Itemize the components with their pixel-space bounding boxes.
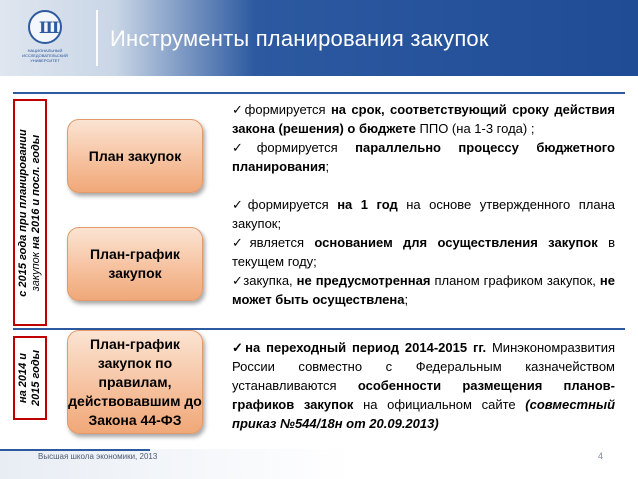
- footer-line: [0, 449, 150, 451]
- plan-description: [232, 100, 615, 176]
- period-label-2014: [13, 336, 47, 420]
- period-label-line1: с 2015 года при планировании: [17, 128, 29, 297]
- schedule-bullet-2: ✓является основанием для осуществления закупок в текущем году;: [232, 235, 615, 269]
- transition-description: [232, 338, 615, 433]
- period-label-line2-bold: на 2016 и посл. годы: [30, 134, 42, 249]
- transition-bullet: ✓на переходный период 2014-2015 гг. Минэкономразвития России совместно с Федеральным казначейством устанавливаются особенности размещения планов-графиков закупок на официальном сайте (совместный приказ №544/18н от 20.09.2013): [232, 340, 616, 431]
- period-label2-line2: 2015 годы: [30, 349, 42, 407]
- header-divider: [96, 10, 98, 66]
- schedule-bullet-3: ✓закупка, не предусмотренная планом графиком закупок, не может быть осуществлена;: [232, 273, 616, 307]
- schedule-bullet-1: ✓формируется на 1 год на основе утвержденного плана закупок;: [232, 197, 615, 231]
- footer-org: Высшая школа экономики, 2013: [38, 452, 158, 461]
- schedule-description: [232, 195, 615, 309]
- plan-bullet-2: ✓формируется параллельно процессу бюджетного планирования;: [232, 140, 615, 174]
- procurement-schedule-box: План-график закупок: [67, 227, 203, 301]
- logo-caption: НАЦИОНАЛЬНЫЙ ИССЛЕДОВАТЕЛЬСКИЙ УНИВЕРСИТЕТ: [22, 48, 68, 63]
- period-label2-line1: на 2014 и: [17, 352, 29, 404]
- procurement-plan-box: План закупок: [67, 119, 203, 193]
- logo-emblem-icon: [28, 10, 62, 44]
- page-number: 4: [598, 451, 604, 461]
- plan-bullet-1: ✓формируется на срок, соответствующий сроку действия закона (решения) о бюджете ППО (на 1-3 года) ;: [232, 102, 615, 136]
- hse-logo: [14, 8, 76, 68]
- slide-title: Инструменты планирования закупок: [110, 26, 489, 51]
- slide-header: [0, 0, 638, 76]
- top-separator: [13, 92, 625, 94]
- logo-mark: Ш: [39, 18, 60, 37]
- period-label-line2-prefix: закупок: [30, 248, 42, 291]
- legacy-schedule-box: План-график закупок по правилам, действовавшим до Закона 44-ФЗ: [67, 330, 203, 434]
- period-label-2015: [13, 99, 47, 326]
